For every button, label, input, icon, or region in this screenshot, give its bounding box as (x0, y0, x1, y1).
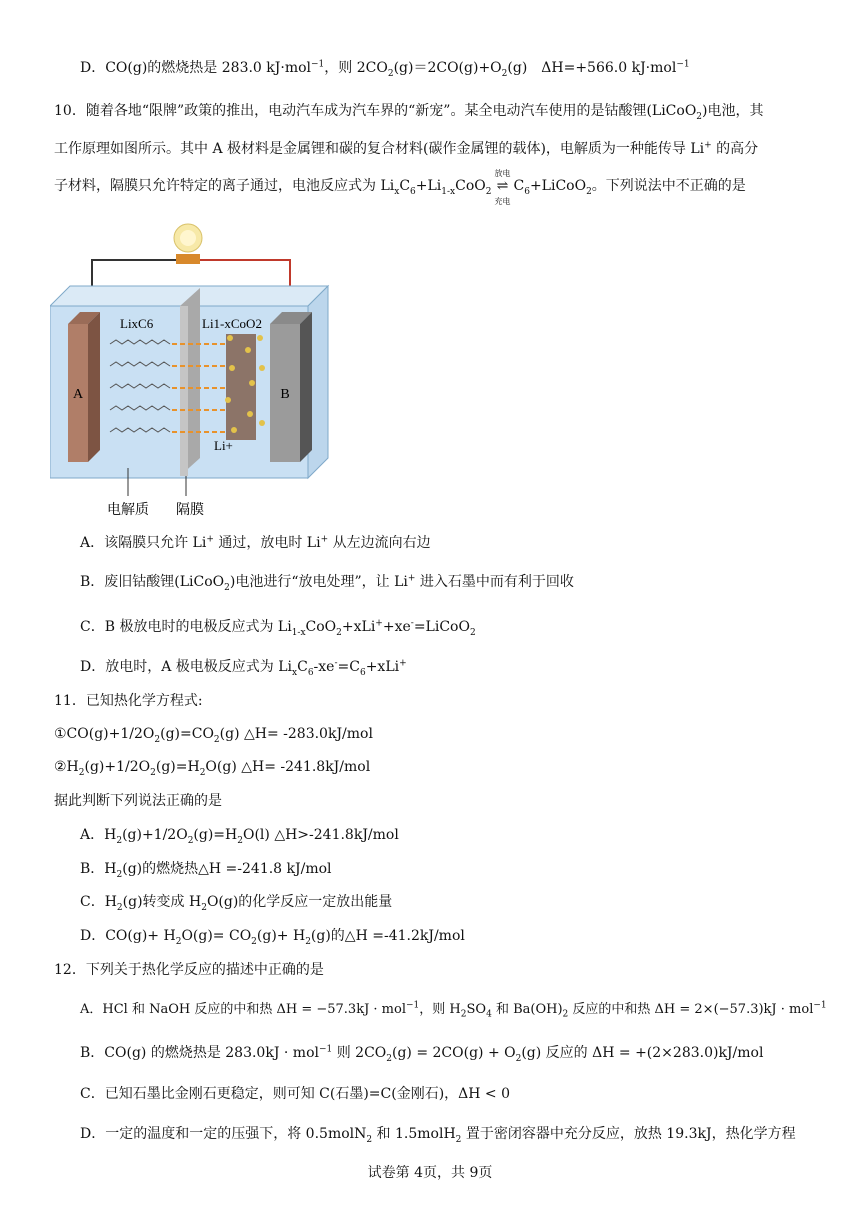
q9-option-d: D．CO(g)的燃烧热是 283.0 kJ·mol$^{-1}$，则 $2CO_2(g)=2CO(g)+O_2(g)$ ΔH=+566.0 kJ·mol$^{-1}$ (80, 59, 690, 79)
q11-option-b: B．$H_2(g)$的燃烧热△H =-241.8 kJ/mol (80, 861, 332, 880)
reversible-arrow: 放电 ⇌ 充电 (494, 169, 511, 206)
q10-option-a: A．该隔膜只允许 Li+ 通过，放电时 Li+ 从左边流向右边 (80, 534, 431, 551)
battery-diagram (50, 218, 340, 518)
q10-stem-line1: 10．随着各地“限牌”政策的推出，电动汽车成为汽车界的“新宠”。某全电动汽车使用的是钴酸锂(LiCoO$_2$)电池，其 (54, 103, 764, 122)
light-bulb-icon (174, 224, 202, 264)
q12-option-d: D．一定的温度和一定的压强下，将 0.5molN$_2$ 和 1.5molH$_2$ 置于密闭容器中充分反应，放热 19.3kJ，热化学方程 (80, 1126, 796, 1145)
q12-stem: 12．下列关于热化学反应的描述中正确的是 (54, 962, 324, 978)
q11-option-a: A．$H_2(g)+1/2O_2(g)=H_2O(l)$ △H>-241.8kJ/mol (80, 827, 399, 846)
caption-membrane: 隔膜 (176, 502, 204, 518)
q11-stem: 11．已知热化学方程式: (54, 693, 203, 709)
q10-option-b: B．废旧钴酸锂(LiCoO$_2$)电池进行“放电处理”，让 Li+ 进入石墨中而有利于回收 (80, 573, 574, 593)
q10-option-d: D．放电时，A 极电极反应式为 $Li_xC_6-xe^-=C_6+xLi^+$ (80, 658, 407, 678)
q10-stem-line2: 工作原理如图所示。其中 A 极材料是金属锂和碳的复合材料(碳作金属锂的载体)，电解质为一种能传导 Li+ 的高分 (54, 140, 759, 157)
q10-option-c: C．B 极放电时的电极反应式为 $Li_{1-x}CoO_2+xLi^++xe^-=LiCoO_2$ (80, 618, 476, 638)
q11-judge: 据此判断下列说法正确的是 (54, 793, 222, 809)
label-cathode-material: Li1-xCoO2 (202, 316, 262, 331)
label-b: B (280, 387, 290, 402)
q12-option-a: A．HCl 和 NaOH 反应的中和热 ΔH = −57.3kJ · mol$^{-1}$，则 $H_2SO_4$ 和 $Ba(OH)_2$ 反应的中和热 ΔH = 2×(−57.3)kJ · mol$^{-1}$ (80, 1000, 827, 1020)
q12-option-c: C．已知石墨比金刚石更稳定，则可知 C(石墨)=C(金刚石)，ΔH < 0 (80, 1086, 511, 1102)
caption-electrolyte: 电解质 (107, 502, 149, 518)
label-a: A (72, 387, 84, 402)
label-lithium-ion: Li+ (214, 438, 233, 453)
q11-option-d: D．$CO(g)+ H_2O(g)= CO_2(g)+ H_2(g)$的△H =-41.2kJ/mol (80, 928, 465, 947)
q12-option-b: B．CO(g) 的燃烧热是 283.0kJ · mol$^{-1}$ 则 $2CO_2(g) = 2CO(g) + O_2(g)$ 反应的 ΔH = +(2×283.0)kJ/mol (80, 1044, 764, 1064)
q11-option-c: C．$H_2(g)$转变成 $H_2O(g)$的化学反应一定放出能量 (80, 894, 393, 913)
membrane (180, 306, 188, 476)
page-footer: 试卷第 4页，共 9页 (367, 1165, 493, 1181)
q10-stem-line3: 子材料，隔膜只允许特定的离子通过，电池反应式为 $Li_xC_6+Li_{1-x}CoO_2$ 放电 ⇌ 充电 $C_6+LiCoO_2$。下列说法中不正确的是 (54, 169, 746, 206)
q11-equation-2: $②H_2(g)+1/2O_2(g)=H_2O(g)$ △H= -241.8kJ/mol (54, 759, 371, 778)
label-anode-material: LixC6 (120, 316, 154, 331)
q11-equation-1: $①CO(g)+1/2O_2(g)=CO_2(g)$ △H= -283.0kJ/mol (54, 726, 373, 745)
